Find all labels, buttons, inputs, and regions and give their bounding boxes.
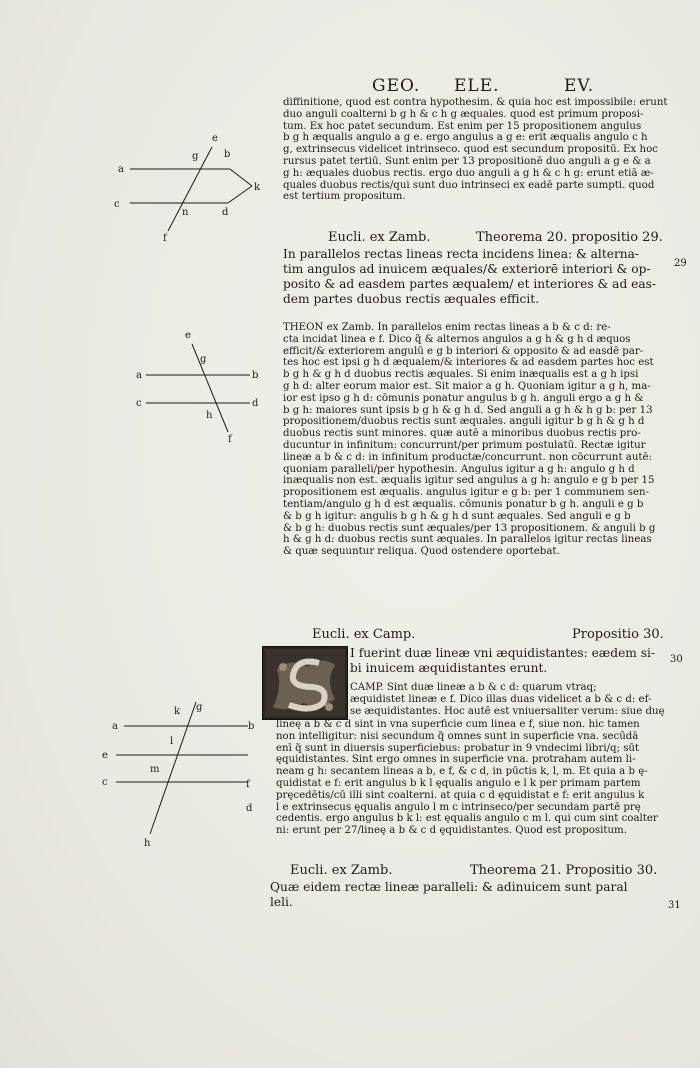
text-line: propositionem est æqualis. angulus igitur e g b: per 1 communem sen- xyxy=(283,487,650,499)
text-line: cta incidat linea e f. Dico q̃ & alternos angulos a g h & g h d æquos xyxy=(283,333,631,345)
enunciation-30 xyxy=(350,646,670,676)
text-line: ducuntur in infinitum: concurrunt/per primum postulatū. Rectæ igitur xyxy=(283,439,646,451)
prop-30-label: Propositio 30. xyxy=(572,627,664,642)
text-line: inæqualis non est. æqualis igitur sed angulus a g h: angulo e g b per 15 xyxy=(283,475,655,487)
running-header xyxy=(372,76,672,98)
figure-1-label: a xyxy=(118,164,124,175)
figure-2-label: g xyxy=(200,354,207,365)
text-line: Quæ eidem rectæ lineæ paralleli: & adinuicem sunt paral xyxy=(270,880,628,894)
figure-3-label: e xyxy=(102,750,108,761)
text-line: efficit/& exteriorem angulū e g b interiori & opposito & ad easdē par- xyxy=(283,345,644,357)
text-line: g, extrinsecus videlicet intrinseco. quod est secundum propositū. Ex hoc xyxy=(283,144,658,156)
text-line: quales duobus rectis/qui sunt duo intrinseci ex eadē parte sumpti. quod xyxy=(283,179,655,191)
figure-1-diagram xyxy=(100,125,280,245)
figure-2-label: d xyxy=(252,398,259,409)
text-line: æquidistet lineæ e f. Dico illas duas videlicet a b & c d: ef- xyxy=(350,693,652,705)
text-line: pręcedētis/cū illi sint coalterni. at quia c d ęquidistat e f: erit angulus k xyxy=(276,789,645,801)
figure-3-label: l xyxy=(170,736,174,747)
figure-2-diagram xyxy=(100,326,280,450)
figure-3-label: k xyxy=(174,706,181,717)
text-line: enī q̃ sunt in diuersis superficiebus: probatur in 9 vndecimi libri/q; sūt xyxy=(276,742,640,754)
theorem-20-label: Theorema 20. propositio 29. xyxy=(476,230,663,245)
text-line: h & g h d: duobus rectis sunt æquales. In parallelos igitur rectas lineas xyxy=(283,534,652,546)
text-line: se æquidistantes. Hoc autē est vniuersaliter verum: siue duę xyxy=(350,705,665,717)
figure-1-label: n xyxy=(182,207,189,218)
text-line: quidistat e f: erit angulus b k l ęqualis angulo e l k per primam partem xyxy=(276,777,641,789)
text-line: & b g h igitur: angulis b g h & g h d sunt æquales. Sed anguli e g b xyxy=(283,510,631,522)
figure-3-label: a xyxy=(112,721,118,732)
text-line: b g h: maiores sunt ipsis b g h & g h d. Sed anguli a g h & h g b: per 13 xyxy=(283,404,653,416)
text-line: CAMP. Sint duæ lineæ a b & c d: quarum vtraq; xyxy=(350,682,597,693)
figure-3-label: d xyxy=(246,803,253,814)
text-line: dem partes duobus rectis æquales efficit. xyxy=(283,292,540,306)
figure-2-label: h xyxy=(206,410,213,421)
header-center: ELE. xyxy=(454,76,500,96)
text-line: & b g h: duobus rectis sunt æquales/per 13 propositionem. & anguli b g xyxy=(283,522,656,534)
text-line: posito & ad easdem partes æqualem/ et interiores & ad eas- xyxy=(283,277,656,291)
text-line: & quæ sequuntur reliqua. Quod ostendere oportebat. xyxy=(283,546,560,558)
text-line: ior est ipso g h d: cōmunis ponatur angulus b g h. anguli ergo a g h & xyxy=(283,392,644,404)
text-line: duo anguli coalterni b g h & c h g æquales. quod est primum proposi- xyxy=(283,108,644,120)
text-line: tentiam/angulo g h d est æqualis. cōmunis ponatur b g h. anguli e g b xyxy=(283,498,644,510)
text-block-camp-a xyxy=(350,682,670,717)
figure-2-label: c xyxy=(136,398,142,409)
text-line: tum. Ex hoc patet secundum. Est enim per 15 propositionem angulus xyxy=(283,120,642,132)
figure-3-label: g xyxy=(196,702,203,713)
text-line: ęquidistantes. Sint ergo omnes in superficie vna. protraham autem li- xyxy=(276,754,636,766)
text-line: b g h & g h d duobus rectis æquales. Si enim inæqualis est a g h ipsi xyxy=(283,369,639,381)
text-line: bi inuicem æquidistantes erunt. xyxy=(350,661,548,675)
theorem-20-source: Eucli. ex Zamb. xyxy=(328,230,431,245)
text-line: lineæ a b & c d: in infinitum productæ/concurrunt. non cōcurrunt autē: xyxy=(283,451,652,463)
text-line: tim angulos ad inuicem æquales/& exteriorē interiori & op- xyxy=(283,262,651,276)
figure-3-label: m xyxy=(150,764,160,775)
text-line: rursus patet tertiū. Sunt enim per 13 propositionē duo anguli a g e & a xyxy=(283,155,651,167)
figure-1-label: f xyxy=(163,233,167,244)
figure-3-label: f xyxy=(246,779,250,790)
text-line: I fuerint duæ lineæ vni æquidistantes: eædem si- xyxy=(350,646,655,660)
text-line: In parallelos rectas lineas recta incidens linea: & alterna- xyxy=(283,247,640,261)
text-line: duobus rectis sunt minores. quæ autē a minoribus duobus rectis pro- xyxy=(283,428,641,440)
text-line: THEON ex Zamb. In parallelos enim rectas lineas a b & c d: re- xyxy=(283,322,611,333)
figure-2-label: b xyxy=(252,370,259,381)
text-line: cedentis. ergo angulus b k l: est ęqualis angulo c m l. qui cum sint coalter xyxy=(276,813,658,825)
text-line: g h: æquales duobus rectis. ergo duo anguli a g h & c h g: erunt etiā æ- xyxy=(283,167,654,179)
figure-1-label: e xyxy=(212,133,218,144)
theorem-21-source: Eucli. ex Zamb. xyxy=(290,863,393,878)
figure-1-label: k xyxy=(254,182,261,193)
text-line: ni: erunt per 27/lineę a b & c d ęquidistantes. Quod est propositum. xyxy=(276,825,627,837)
text-line: diffinitione, quod est contra hypothesim. & quia hoc est impossibile: erunt xyxy=(283,97,668,108)
theorem-21-label: Theorema 21. Propositio 30. xyxy=(470,863,658,878)
figure-3-label: h xyxy=(144,838,151,849)
prop-30-source: Eucli. ex Camp. xyxy=(312,627,416,642)
margin-number-30: 30 xyxy=(670,654,683,665)
text-line: est tertium propositum. xyxy=(283,191,406,203)
figure-1-label: c xyxy=(114,199,120,210)
text-line: l e extrinsecus ęqualis angulo l m c intrinseco/per secundam partē prę xyxy=(276,801,641,813)
margin-number-29: 29 xyxy=(674,258,687,269)
margin-number-31: 31 xyxy=(668,900,681,911)
text-line: neam g h: secantem lineas a b, e f, & c d, in pūctis k, l, m. Et quia a b ę- xyxy=(276,766,648,778)
figure-3-label: c xyxy=(102,777,108,788)
figure-2-label: f xyxy=(228,434,232,445)
figure-2-label: a xyxy=(136,370,142,381)
text-line: non intelligitur: nisi secundum q̃ omnes sunt in superficie vna. secūdā xyxy=(276,730,639,742)
text-block-camp-b xyxy=(276,719,668,837)
enunciation-29 xyxy=(283,247,668,307)
figure-3-diagram xyxy=(100,698,280,854)
text-line: g h d: alter eorum maior est. Sit maior a g h. Quoniam igitur a g h, ma- xyxy=(283,380,651,392)
figure-3-label: b xyxy=(248,721,255,732)
figure-2-label: e xyxy=(185,330,191,341)
figure-1-label: g xyxy=(192,151,199,162)
header-left: GEO. xyxy=(372,76,421,96)
text-block-1 xyxy=(283,97,668,203)
figure-1-label: d xyxy=(222,207,229,218)
text-line: quoniam paralleli/per hypothesin. Angulus igitur a g h: angulo g h d xyxy=(283,463,635,475)
header-right: EV. xyxy=(564,76,595,96)
text-line: lineę a b & c d sint in vna superficie cum linea e f, siue non. hic tamen xyxy=(276,719,640,730)
enunciation-31 xyxy=(270,880,668,910)
text-block-theon xyxy=(283,322,668,558)
text-line: leli. xyxy=(270,895,293,909)
text-line: propositionem/duobus rectis sunt æquales. anguli igitur b g h & g h d xyxy=(283,416,645,428)
figure-1-label: b xyxy=(224,149,231,160)
text-line: b g h æqualis angulo a g e. ergo angulus a g e: erit æqualis angulo c h xyxy=(283,132,648,144)
text-line: tes hoc est ipsi g h d æqualem/& interiores & ad easdem partes hoc est xyxy=(283,357,654,369)
